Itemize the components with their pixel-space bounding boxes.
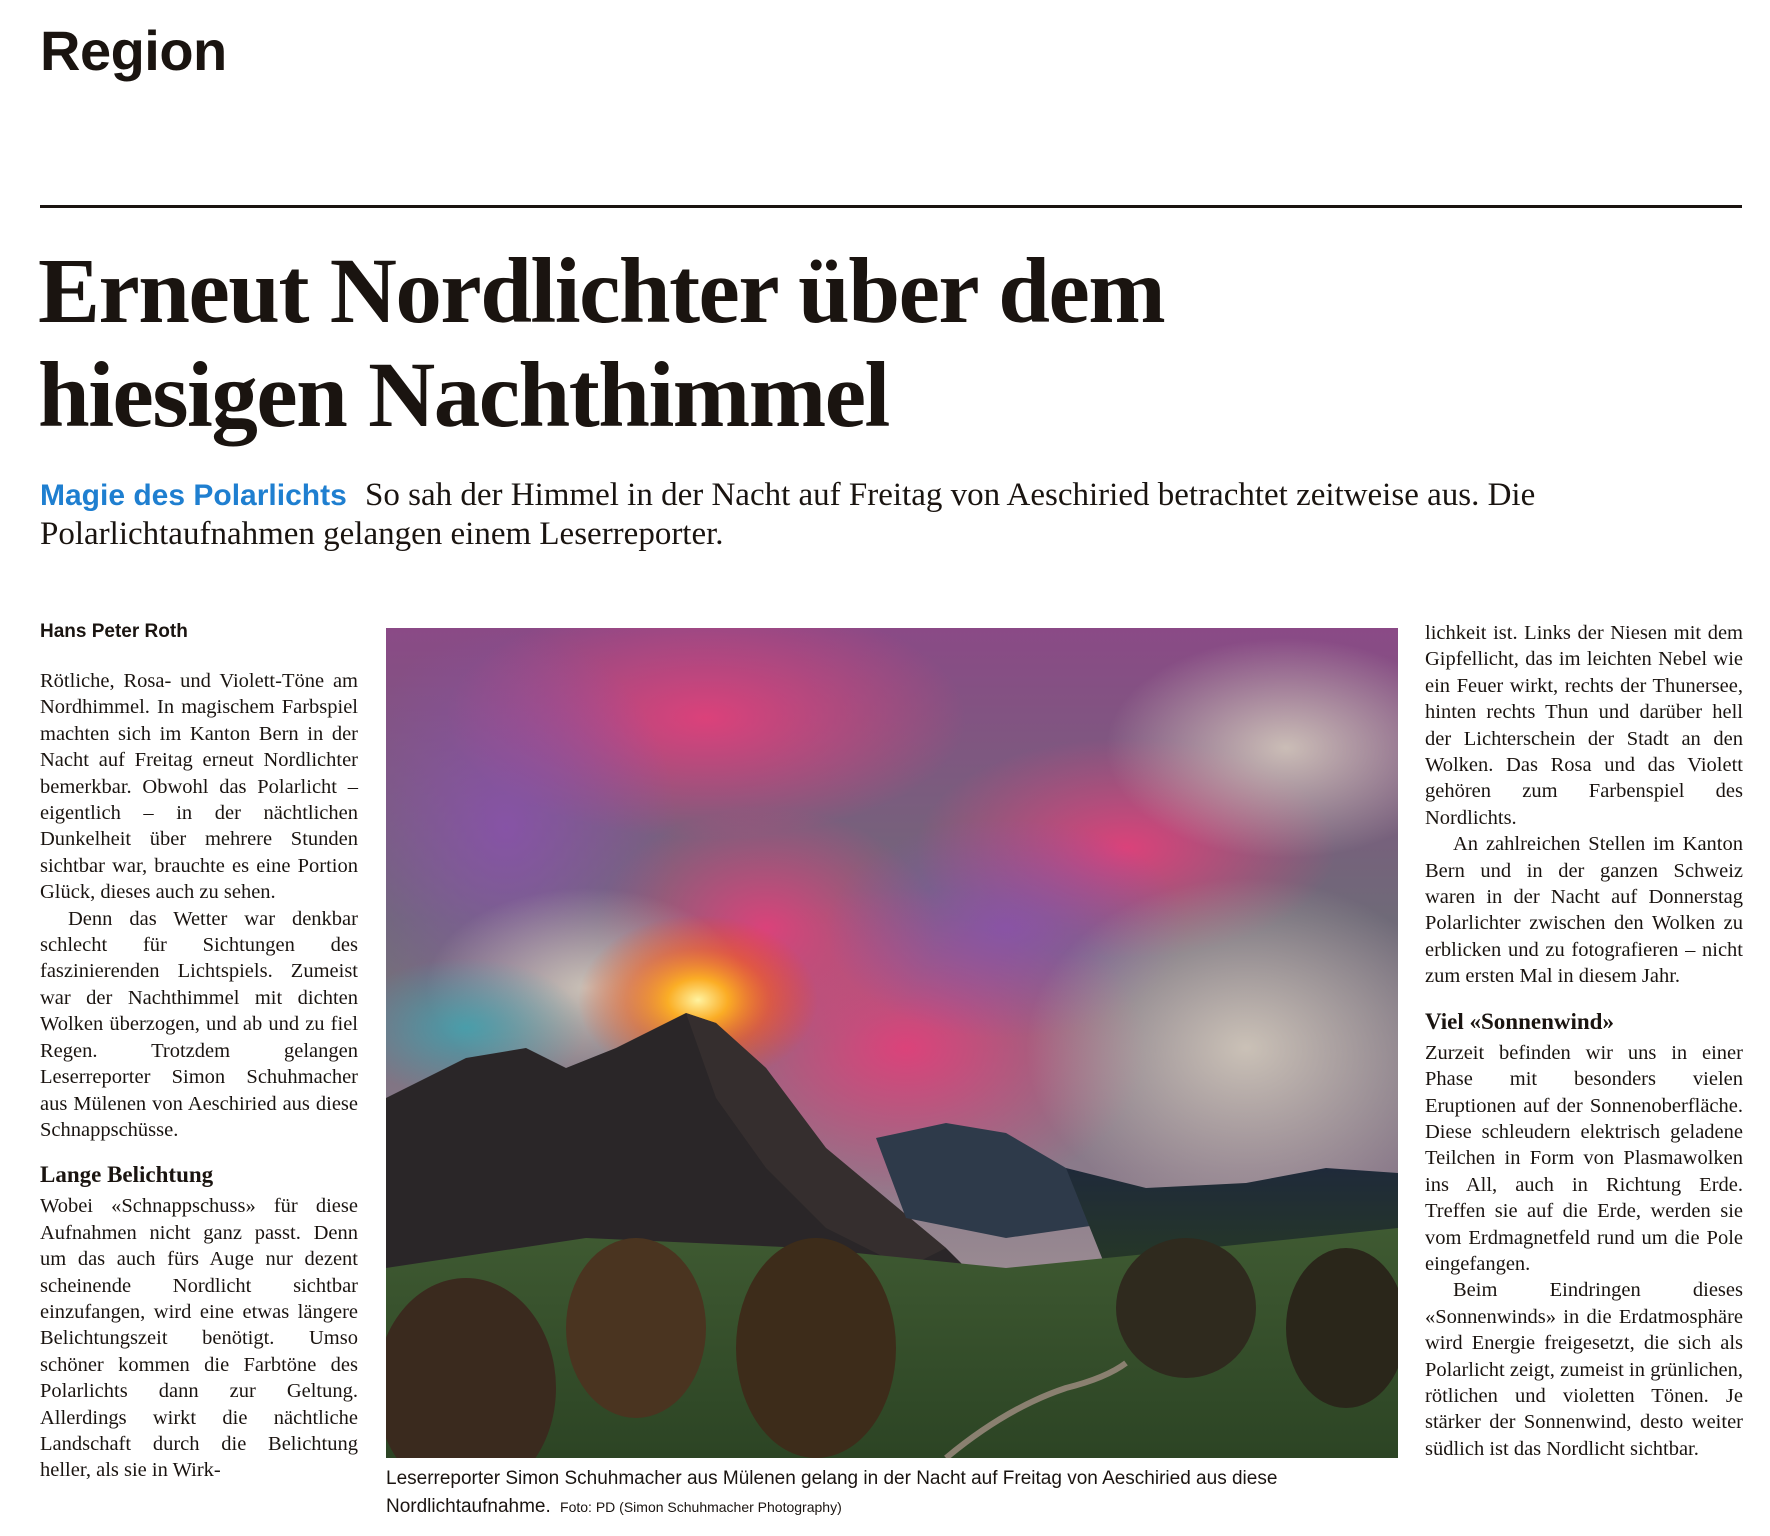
left-column bbox=[40, 620, 358, 1484]
section-label: Region bbox=[40, 19, 227, 82]
right-paragraph-1: lichkeit ist. Links der Niesen mit dem Gipfellicht, das im leichten Nebel wie ein Feuer wirkt, rechts der Thunersee, hinten rechts Thun und darüber hell der Lichterschein der Stadt an den Wolken. Das Rosa und das Violett gehören zum Farbenspiel des Nordlichts. bbox=[1425, 622, 1743, 829]
right-subhead: Viel «Sonnenwind» bbox=[1425, 1008, 1614, 1034]
left-subhead: Lange Belichtung bbox=[40, 1162, 214, 1188]
right-paragraph-2: An zahlreichen Stellen im Kanton Bern und in der ganzen Schweiz waren in der Nacht auf Donnerstag Polarlichter zwischen den Wolken zu erblicken und zu fotografieren – nicht zum ersten Mal in diesem Jahr. bbox=[1425, 833, 1743, 988]
header-rule bbox=[40, 205, 1742, 208]
aurora-photo-illustration bbox=[386, 628, 1398, 1458]
left-paragraph-2: Denn das Wetter war denkbar schlecht für Sichtungen des faszinierenden Lichtspiels. Zumeist war der Nachthimmel mit dichten Wolken überzogen, und ab und zu fiel Regen. Trotzdem gelangen Leserreporter Simon Schuhmacher aus Mülenen von Aeschiried aus diese Schnappschüsse. bbox=[40, 907, 358, 1141]
lead-text: So sah der Himmel in der Nacht auf Freitag von Aeschiried betrachtet zeitweise aus. Die Polarlichtaufnahmen gelangen einem Leserreporter. bbox=[40, 477, 1536, 552]
right-paragraph-4: Beim Eindringen dieses «Sonnenwinds» in die Erdatmosphäre wird Energie freigesetzt, die sich als Polarlicht zeigt, zumeist in grünlichen, rötlichen und violetten Tönen. Je stärker der Sonnenwind, desto weiter südlich ist das Nordlicht sichtbar. bbox=[1425, 1279, 1743, 1460]
photo-credit: Foto: PD (Simon Schuhmacher Photography) bbox=[560, 1499, 842, 1515]
lead-paragraph bbox=[40, 476, 1680, 554]
aurora-photo bbox=[386, 628, 1398, 1458]
left-paragraph-1: Rötliche, Rosa- und Violett-Töne am Nordhimmel. In magischem Farbspiel machten sich im Kanton Bern in der Nacht auf Freitag erneut Nordlichter bemerkbar. Obwohl das Polarlicht – eigentlich – in der nächtlichen Dunkelheit über mehrere Stunden sichtbar war, brauchte es eine Portion Glück, dieses auch zu sehen. bbox=[40, 670, 358, 904]
right-column bbox=[1425, 620, 1743, 1462]
headline-line-2: hiesigen Nachthimmel bbox=[38, 344, 889, 447]
byline: Hans Peter Roth bbox=[40, 621, 188, 642]
caption-text: Leserreporter Simon Schuhmacher aus Mülenen gelang in der Nacht auf Freitag von Aeschiried aus diese Nordlichtaufnahme. bbox=[386, 1468, 1278, 1517]
headline bbox=[38, 240, 1538, 448]
photo-caption bbox=[386, 1465, 1406, 1521]
headline-line-1: Erneut Nordlichter über dem bbox=[38, 240, 1165, 343]
left-paragraph-3: Wobei «Schnappschuss» für diese Aufnahmen nicht ganz passt. Denn um das auch fürs Auge nur dezent scheinende Nordlicht sichtbar einzufangen, wird eine etwas längere Belichtungszeit benötigt. Umso schöner kommen die Farbtöne des Polarlichts dann zur Geltung. Allerdings wirkt die nächtliche Landschaft durch die Belichtung heller, als sie in Wirk- bbox=[40, 1195, 358, 1482]
lead-kicker: Magie des Polarlichts bbox=[40, 479, 347, 512]
right-paragraph-3: Zurzeit befinden wir uns in einer Phase mit besonders vielen Eruptionen auf der Sonnenoberfläche. Diese schleudern elektrisch geladene Teilchen in Form von Plasmawolken ins All, auch in Richtung Erde. Treffen sie auf die Erde, werden sie vom Erdmagnetfeld rund um die Pole eingefangen. bbox=[1425, 1041, 1743, 1275]
